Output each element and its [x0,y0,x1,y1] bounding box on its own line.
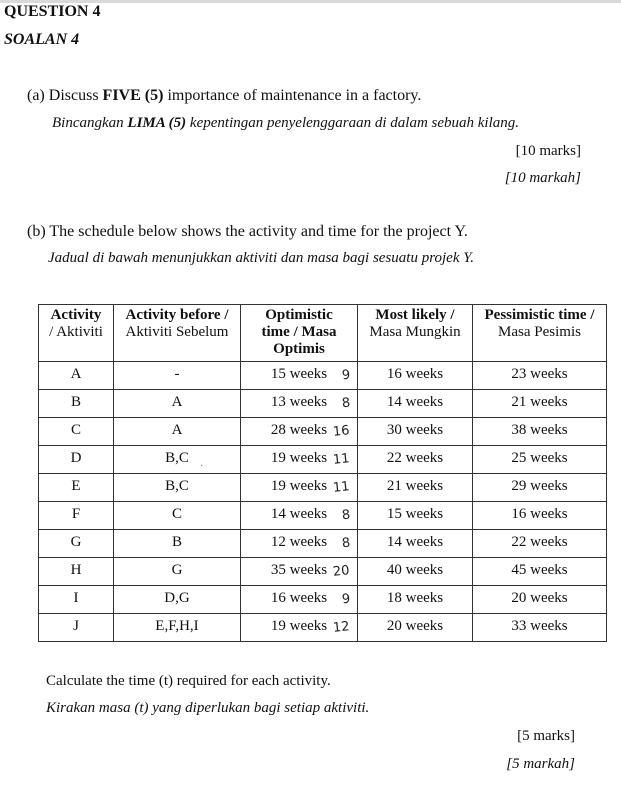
table-row [39,418,607,446]
part-a-text-ms-pre: Bincangkan [52,115,128,131]
cell-activity-before: B,C [114,474,241,502]
cell-optimistic: 12 weeks 8 [241,530,358,558]
cell-most-likely: 18 weeks [358,586,473,614]
handwritten-note: 16 [332,423,351,440]
part-b-task-malay: Kirakan masa (t) yang diperlukan bagi setiap aktiviti. [46,700,370,716]
table-row [39,502,607,530]
cell-pessimistic: 23 weeks [473,362,607,390]
question-title: QUESTION 4 [4,3,101,20]
handwritten-note: 20 [332,563,351,580]
cell-activity-before: D,G [114,586,241,614]
cell-activity-before: G [114,558,241,586]
handwritten-note: 8 [340,395,351,412]
table-row [39,530,607,558]
table-row [39,474,607,502]
part-a-label: (a) [27,87,45,104]
part-a-text-pre: Discuss [48,87,103,104]
header-pessimistic: Pessimistic time / Masa Pesimis [473,305,607,362]
cell-activity-before: C [114,502,241,530]
cell-activity: I [39,586,114,614]
cell-activity-before: - [114,362,241,390]
cell-optimistic: 13 weeks 8 [241,390,358,418]
cell-activity-before: B,C · [114,446,241,474]
part-b-task: Calculate the time (t) required for each activity. [46,673,331,689]
cell-most-likely: 15 weeks [358,502,473,530]
cell-most-likely: 14 weeks [358,390,473,418]
cell-pessimistic: 33 weeks [473,614,607,642]
handwritten-note: 8 [340,507,351,524]
cell-most-likely: 16 weeks [358,362,473,390]
cell-most-likely: 30 weeks [358,418,473,446]
cell-most-likely: 14 weeks [358,530,473,558]
cell-activity: D [39,446,114,474]
part-b-question [27,223,468,241]
header-activity: Activity / Aktiviti [39,305,114,362]
activity-schedule-table [38,304,607,642]
part-b-label: (b) [27,223,46,240]
handwritten-note: 11 [332,479,351,496]
cell-activity-before: B [114,530,241,558]
cell-pessimistic: 22 weeks [473,530,607,558]
cell-optimistic: 19 weeks 11 [241,446,358,474]
cell-activity: C [39,418,114,446]
cell-pessimistic: 16 weeks [473,502,607,530]
cell-activity-before: A [114,390,241,418]
part-b-marks: [5 marks] [517,728,575,744]
cell-activity: F [39,502,114,530]
part-a-text-ms-post: kepentingan penyelenggaraan di dalam sebuah kilang. [186,115,520,131]
handwritten-note: 11 [332,451,351,468]
part-a-question-malay [52,115,519,132]
part-b-marks-malay: [5 markah] [506,756,575,772]
part-a-marks: [10 marks] [515,143,581,159]
cell-most-likely: 21 weeks [358,474,473,502]
cell-pessimistic: 25 weeks [473,446,607,474]
part-a-question [27,87,421,105]
cell-most-likely: 20 weeks [358,614,473,642]
table-row [39,362,607,390]
handwritten-note: 9 [340,367,351,384]
cell-pessimistic: 20 weeks [473,586,607,614]
table-row [39,390,607,418]
cell-activity: G [39,530,114,558]
question-title-malay: SOALAN 4 [4,31,80,48]
cell-pessimistic: 38 weeks [473,418,607,446]
cell-optimistic: 14 weeks 8 [241,502,358,530]
cell-activity: A [39,362,114,390]
cell-activity: J [39,614,114,642]
part-a-text-bold: FIVE (5) [102,87,164,104]
table-row [39,586,607,614]
cell-activity: B [39,390,114,418]
part-a-marks-malay: [10 markah] [504,170,581,186]
cell-most-likely: 22 weeks [358,446,473,474]
cell-pessimistic: 21 weeks [473,390,607,418]
cell-most-likely: 40 weeks [358,558,473,586]
cell-activity-before: A [114,418,241,446]
cell-optimistic: 16 weeks 9 [241,586,358,614]
handwritten-note: 9 [340,591,351,608]
table-row [39,558,607,586]
header-optimistic: Optimistic time / Masa Optimis [241,305,358,362]
header-activity-before: Activity before / Aktiviti Sebelum [114,305,241,362]
part-a-text-ms-bold: LIMA (5) [127,115,187,131]
cell-optimistic: 15 weeks 9 [241,362,358,390]
cell-optimistic: 19 weeks 11 [241,474,358,502]
cell-optimistic: 28 weeks 16 [241,418,358,446]
cell-pessimistic: 29 weeks [473,474,607,502]
table-row [39,446,607,474]
part-b-question-malay: Jadual di bawah menunjukkan aktiviti dan masa bagi sesuatu projek Y. [48,250,474,266]
part-b-text: The schedule below shows the activity and time for the project Y. [49,223,468,240]
stray-mark: · [200,461,204,472]
cell-optimistic: 19 weeks 12 [241,614,358,642]
handwritten-note: 12 [332,619,351,636]
table-row [39,614,607,642]
cell-optimistic: 35 weeks 20 [241,558,358,586]
cell-activity: H [39,558,114,586]
part-a-text-post: importance of maintenance in a factory. [163,87,422,104]
header-most-likely: Most likely / Masa Mungkin [358,305,473,362]
handwritten-note: 8 [340,535,351,552]
cell-pessimistic: 45 weeks [473,558,607,586]
cell-activity: E [39,474,114,502]
cell-activity-before: E,F,H,I [114,614,241,642]
table-header-row [39,305,607,362]
